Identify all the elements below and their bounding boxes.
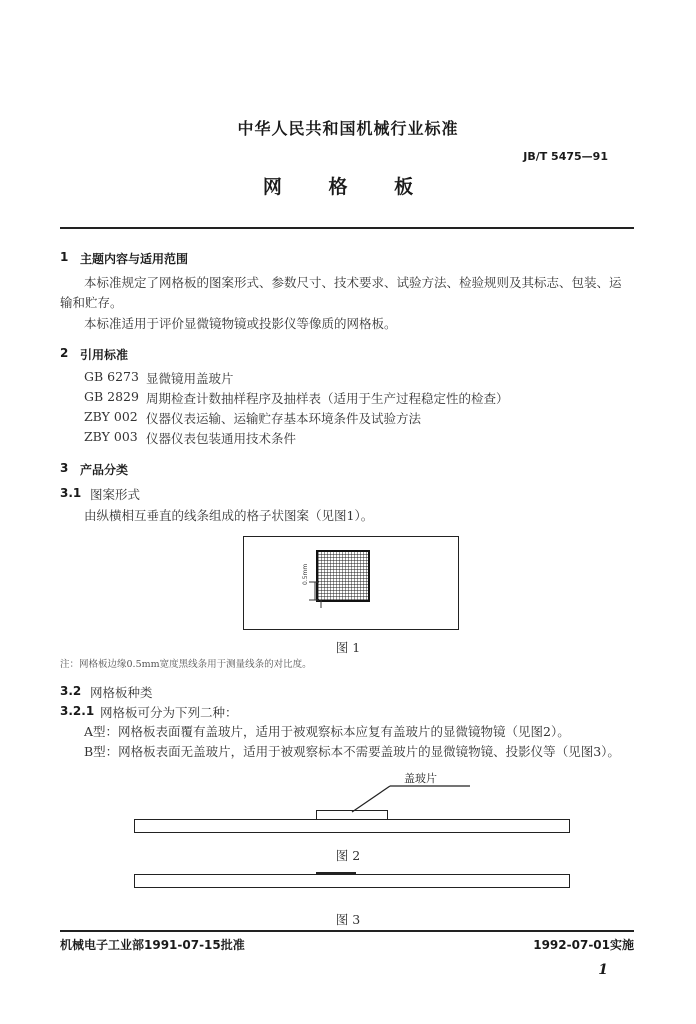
reference-title: 仪器仪表包装通用技术条件 — [146, 431, 297, 446]
figure-1-note: 注：网格板边缘0.5mm宽度黑线条用于测量线条的对比度。 — [60, 659, 312, 670]
section-1-title: 主题内容与适用范围 — [80, 252, 189, 266]
reference-title: 周期检查计数抽样程序及抽样表（适用于生产过程稳定性的检查） — [146, 391, 509, 406]
figure-2-caption: 图 2 — [335, 848, 361, 863]
reference-title: 显微镜用盖玻片 — [146, 371, 234, 386]
figure-3-grid-plate — [134, 874, 570, 888]
section-3-title: 产品分类 — [80, 463, 129, 477]
dimension-label: 0.5mm — [302, 563, 309, 585]
section-3-number: 3 — [60, 461, 69, 475]
section-1-paragraph-1: 本标准规定了网格板的图案形式、参数尺寸、技术要求、试验方法、检验规则及其标志、包装、运 — [84, 275, 622, 290]
section-3-2-1-text: 网格板可分为下列二种： — [100, 705, 238, 720]
section-3-2-1-number: 3.2.1 — [60, 704, 95, 718]
reference-code: ZBY 003 — [84, 429, 138, 444]
section-3-1-number: 3.1 — [60, 486, 82, 500]
reference-code: ZBY 002 — [84, 409, 138, 424]
section-3-2-number: 3.2 — [60, 684, 82, 698]
cover-glass-label: 盖玻片 — [404, 772, 437, 785]
figure-1-caption: 图 1 — [335, 640, 361, 655]
reference-code: GB 6273 — [84, 369, 139, 384]
section-1-paragraph-1-cont: 输和贮存。 — [60, 295, 123, 310]
org-title: 中华人民共和国机械行业标准 — [237, 119, 459, 138]
page-number: 1 — [598, 962, 608, 978]
type-a-description: A型：网格板表面覆有盖玻片，适用于被观察标本应复有盖玻片的显微镜物镜（见图2）。 — [84, 724, 570, 739]
footer-divider — [60, 930, 634, 932]
section-3-1-title: 图案形式 — [90, 487, 141, 502]
grid-pattern-illustration — [243, 536, 459, 630]
section-1-number: 1 — [60, 250, 69, 264]
section-2-title: 引用标准 — [80, 348, 129, 362]
figure-1 — [243, 536, 459, 630]
callout-leader-line — [0, 770, 696, 850]
section-2-number: 2 — [60, 346, 69, 360]
document-title: 网 格 板 — [262, 176, 434, 198]
reference-code: GB 2829 — [84, 389, 139, 404]
figure-3-grid-mark — [316, 872, 356, 875]
section-1-paragraph-2: 本标准适用于评价显微镜物镜或投影仪等像质的网格板。 — [84, 316, 397, 331]
header-divider — [60, 227, 634, 229]
figure-3-caption: 图 3 — [335, 912, 361, 927]
figure-2 — [0, 770, 696, 850]
reference-title: 仪器仪表运输、运输贮存基本环境条件及试验方法 — [146, 411, 422, 426]
type-b-description: B型：网格板表面无盖玻片，适用于被观察标本不需要盖玻片的显微镜物镜、投影仪等（见图3）。 — [84, 744, 620, 759]
section-3-1-text: 由纵横相互垂直的线条组成的格子状图案（见图1）。 — [84, 508, 374, 523]
section-3-2-title: 网格板种类 — [90, 685, 153, 700]
standard-code: JB/T 5475—91 — [523, 150, 608, 163]
approval-date: 机械电子工业部1991-07-15批准 — [60, 938, 245, 952]
implementation-date: 1992-07-01实施 — [533, 938, 634, 952]
